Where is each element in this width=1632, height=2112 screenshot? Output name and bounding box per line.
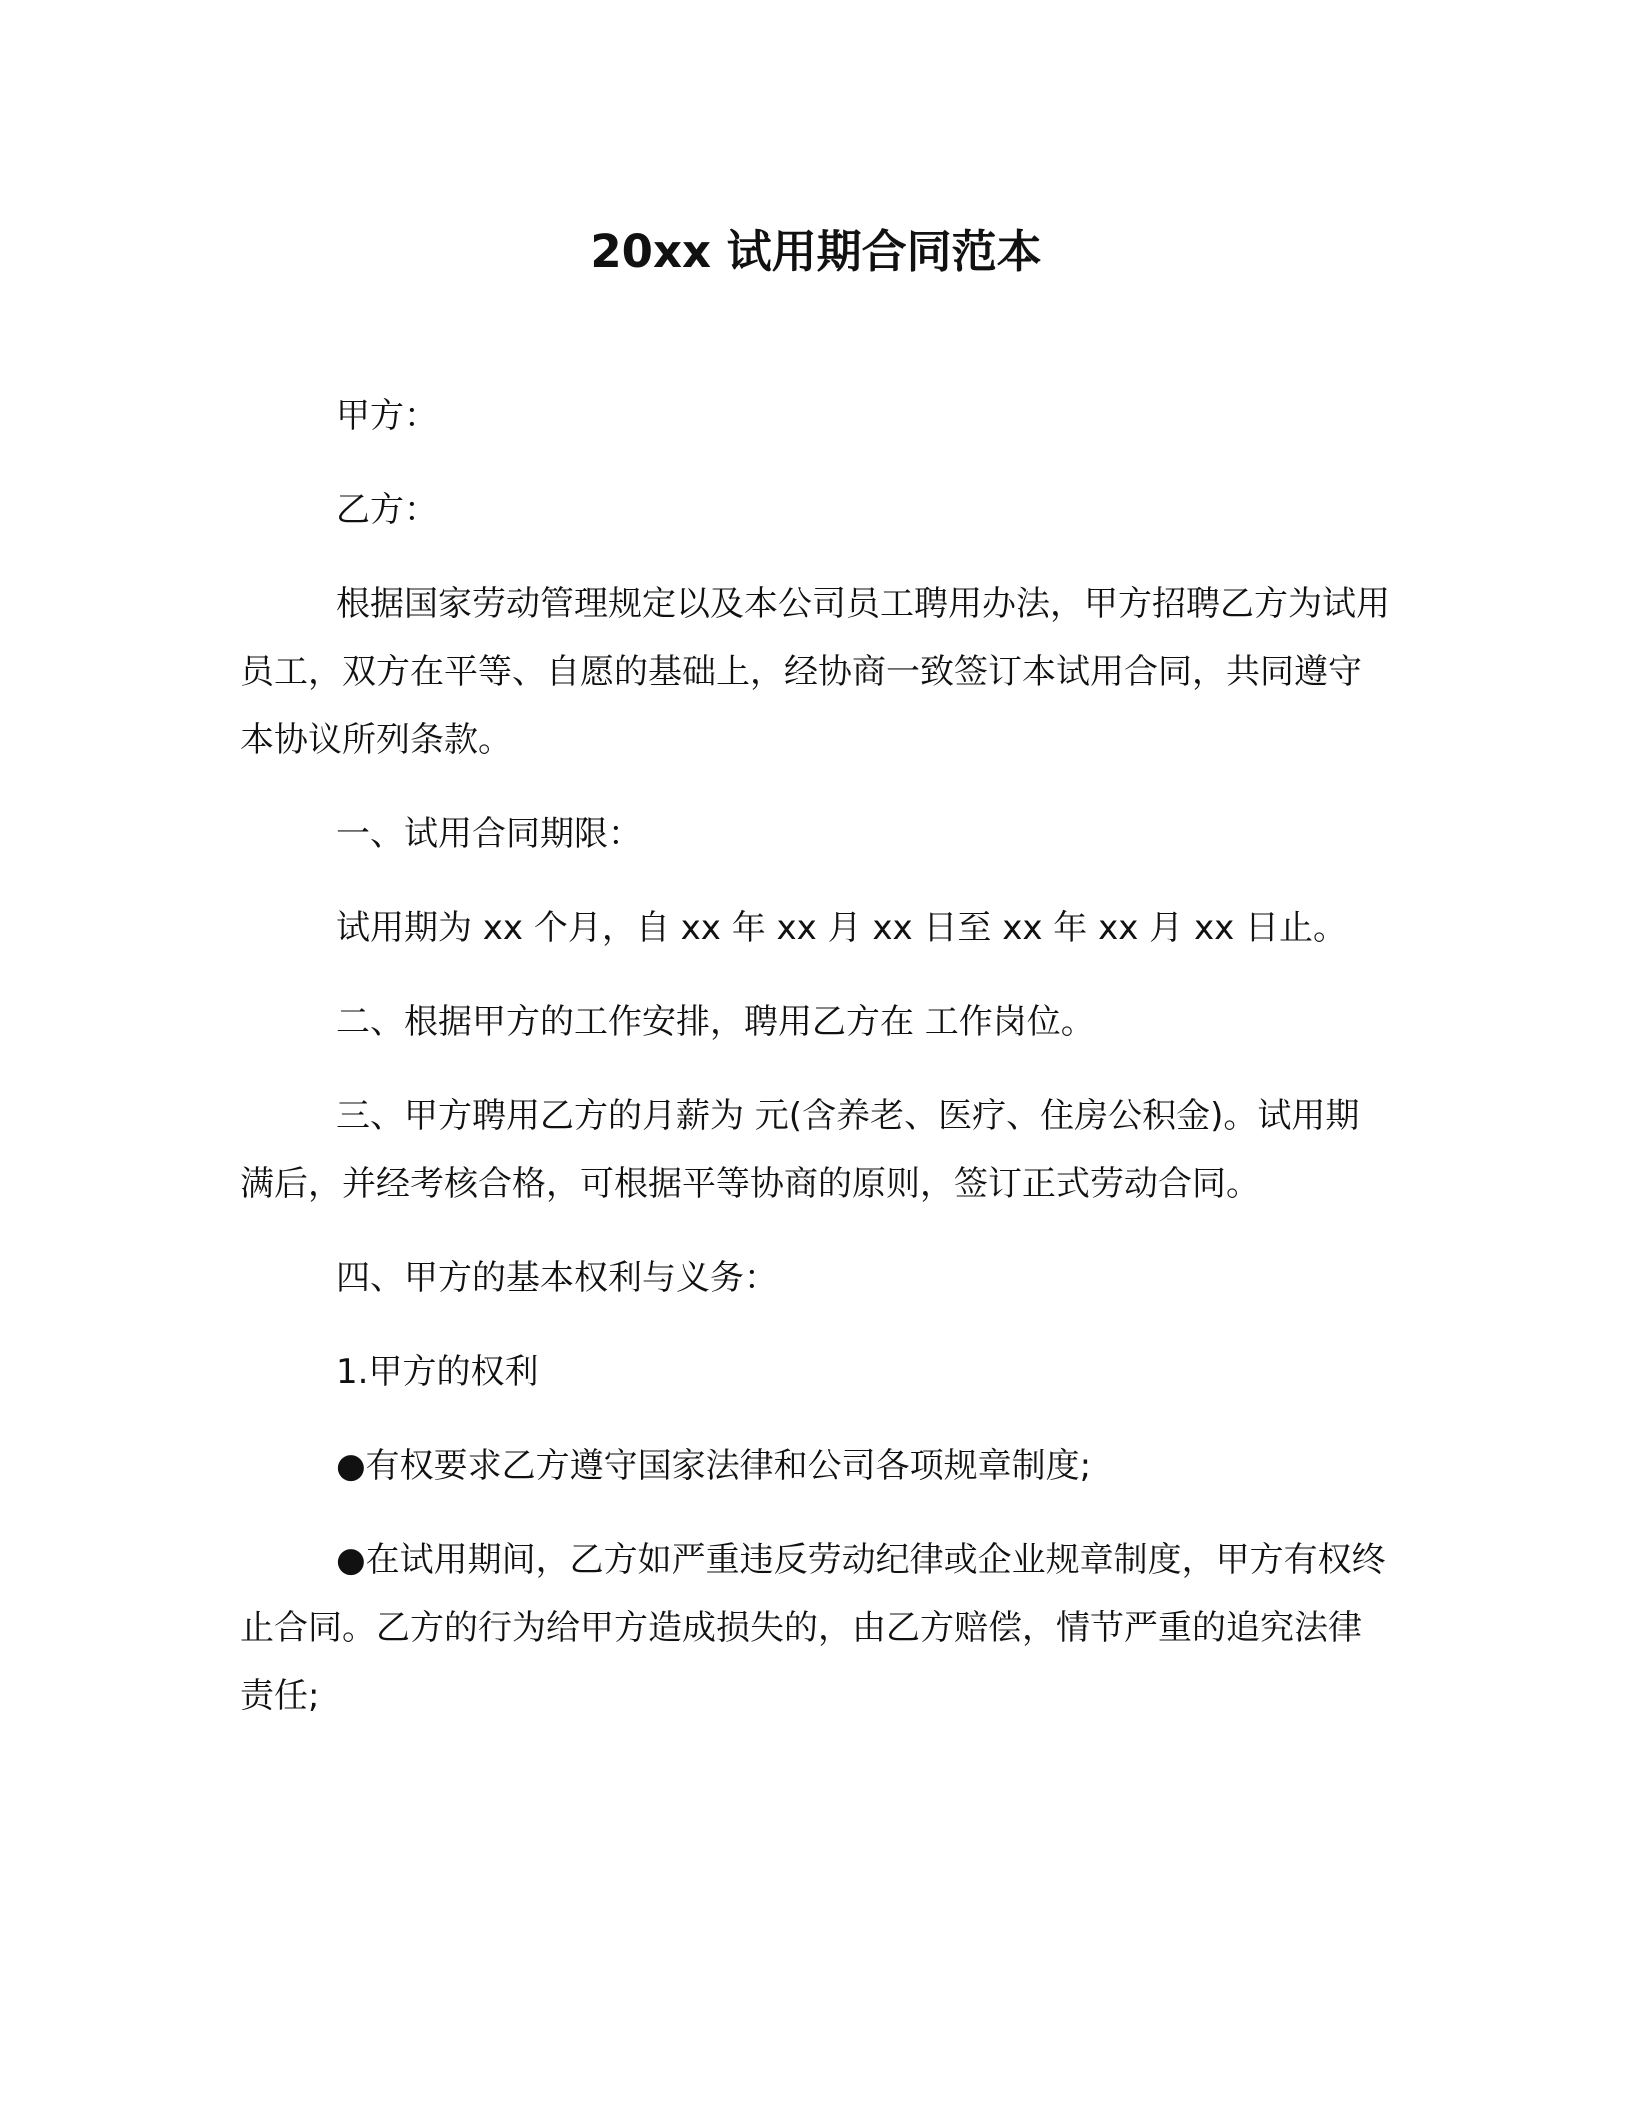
- section-3-paragraph: 三、甲方聘用乙方的月薪为 元(含养老、医疗、住房公积金)。试用期满后，并经考核合格，可根据平等协商的原则，签订正式劳动合同。: [240, 1096, 1360, 1204]
- section-2-paragraph: 二、根据甲方的工作安排，聘用乙方在 工作岗位。: [336, 1002, 1095, 1042]
- document-body: [240, 382, 1390, 1730]
- intro-paragraph: 根据国家劳动管理规定以及本公司员工聘用办法，甲方招聘乙方为试用员工，双方在平等、自愿的基础上，经协商一致签订本试用合同，共同遵守本协议所列条款。: [240, 584, 1390, 760]
- rights-item-1: ●有权要求乙方遵守国家法律和公司各项规章制度;: [336, 1446, 1092, 1486]
- probation-period-paragraph: 试用期为 xx 个月，自 xx 年 xx 月 xx 日至 xx 年 xx 月 xx 日止。: [336, 908, 1348, 948]
- section-4-heading: 四、甲方的基本权利与义务：: [336, 1258, 778, 1298]
- section-1-heading: 一、试用合同期限：: [336, 814, 642, 854]
- party-b-line: 乙方：: [336, 490, 438, 530]
- party-a-rights-heading: 1.甲方的权利: [336, 1352, 539, 1392]
- party-a-line: 甲方：: [336, 396, 438, 436]
- rights-item-2: ●在试用期间，乙方如严重违反劳动纪律或企业规章制度，甲方有权终止合同。乙方的行为给甲方造成损失的，由乙方赔偿，情节严重的追究法律责任;: [240, 1540, 1386, 1716]
- document-title: 20xx 试用期合同范本: [590, 225, 1042, 278]
